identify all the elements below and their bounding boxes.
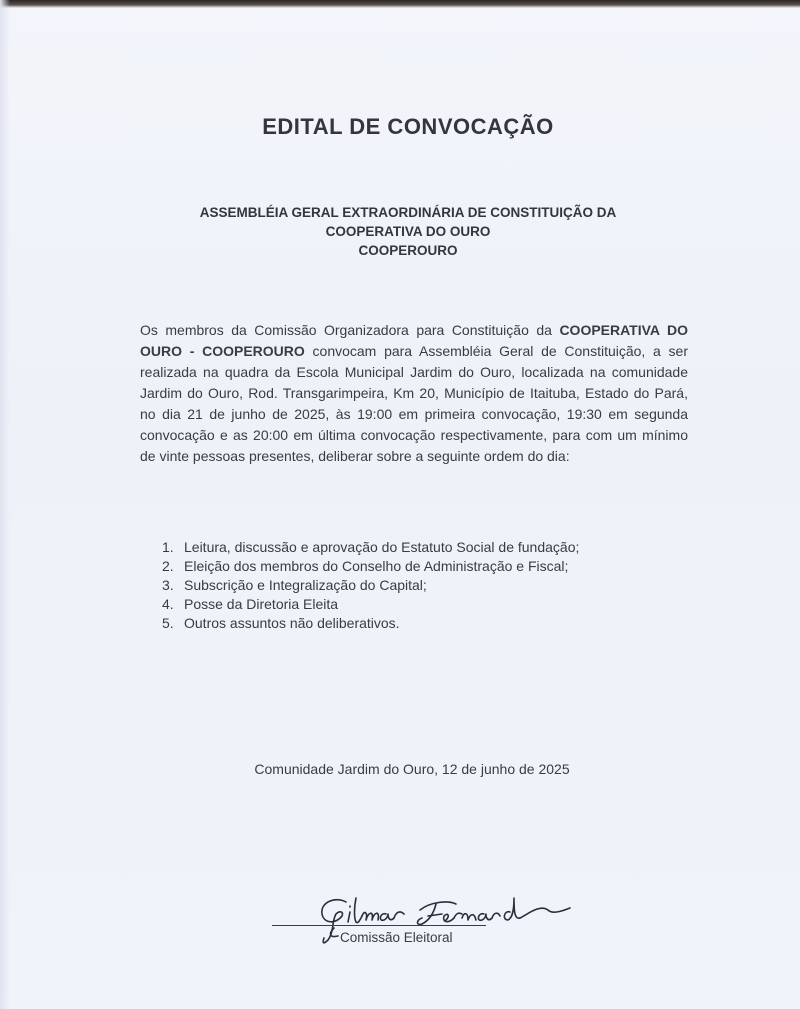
agenda-item-number: 1.: [162, 539, 174, 555]
agenda-item: [162, 595, 682, 614]
paragraph-text: convocam para Assembléia Geral de Constituição, a ser realizada na quadra da Escola Municipal Jardim do Ouro, localizada na comunidade Jardim do Ouro, Rod. Transgarimpeira, Km 20, Município de Itaituba, Estado do Pará, no dia 21 de junho de 2025, às 19:00 em primeira convocação, 19:30 em segunda convocação e as 20:00 em última convocação respectivamente, para com um mínimo de vinte pessoas presentes, deliberar sobre a seguinte ordem do dia:: [140, 343, 689, 464]
place-and-date: Comunidade Jardim do Ouro, 12 de junho de 2025: [254, 761, 570, 777]
agenda-item: [162, 557, 682, 576]
agenda-item-number: 3.: [162, 577, 174, 593]
agenda-item-text: Posse da Diretoria Eleita: [184, 596, 339, 612]
signature-line: [272, 925, 486, 926]
agenda-item-text: Leitura, discussão e aprovação do Estatuto Social de fundação;: [184, 539, 580, 555]
cooperative-name: COOPERATIVA DO OURO - COOPEROURO: [140, 322, 689, 359]
paper-top-edge: [0, 0, 800, 8]
agenda-item-number: 4.: [162, 596, 174, 612]
document-title: EDITAL DE CONVOCAÇÃO: [262, 114, 554, 139]
agenda-item-text: Outros assuntos não deliberativos.: [184, 615, 400, 631]
paper-left-edge: [0, 0, 10, 1009]
subtitle-line-2: COOPERATIVA DO OURO: [325, 224, 491, 239]
agenda-item: [162, 576, 682, 595]
subtitle-line-3: COOPEROURO: [358, 243, 458, 258]
convocation-paragraph: [140, 320, 688, 467]
document-subtitle: [0, 203, 800, 260]
agenda-item-number: 5.: [162, 615, 174, 631]
agenda-item: [162, 614, 682, 633]
agenda-item-number: 2.: [162, 558, 174, 574]
agenda-item: [162, 538, 682, 557]
agenda-item-text: Eleição dos membros do Conselho de Administração e Fiscal;: [184, 558, 569, 574]
paragraph-intro: Os membros da Comissão Organizadora para Constituição da: [140, 322, 552, 338]
signature-role: Comissão Eleitoral: [340, 930, 453, 945]
subtitle-line-1: ASSEMBLÉIA GERAL EXTRAORDINÁRIA DE CONSTITUIÇÃO DA: [199, 205, 617, 220]
agenda-item-text: Subscrição e Integralização do Capital;: [184, 577, 427, 593]
agenda-list: [162, 538, 682, 633]
